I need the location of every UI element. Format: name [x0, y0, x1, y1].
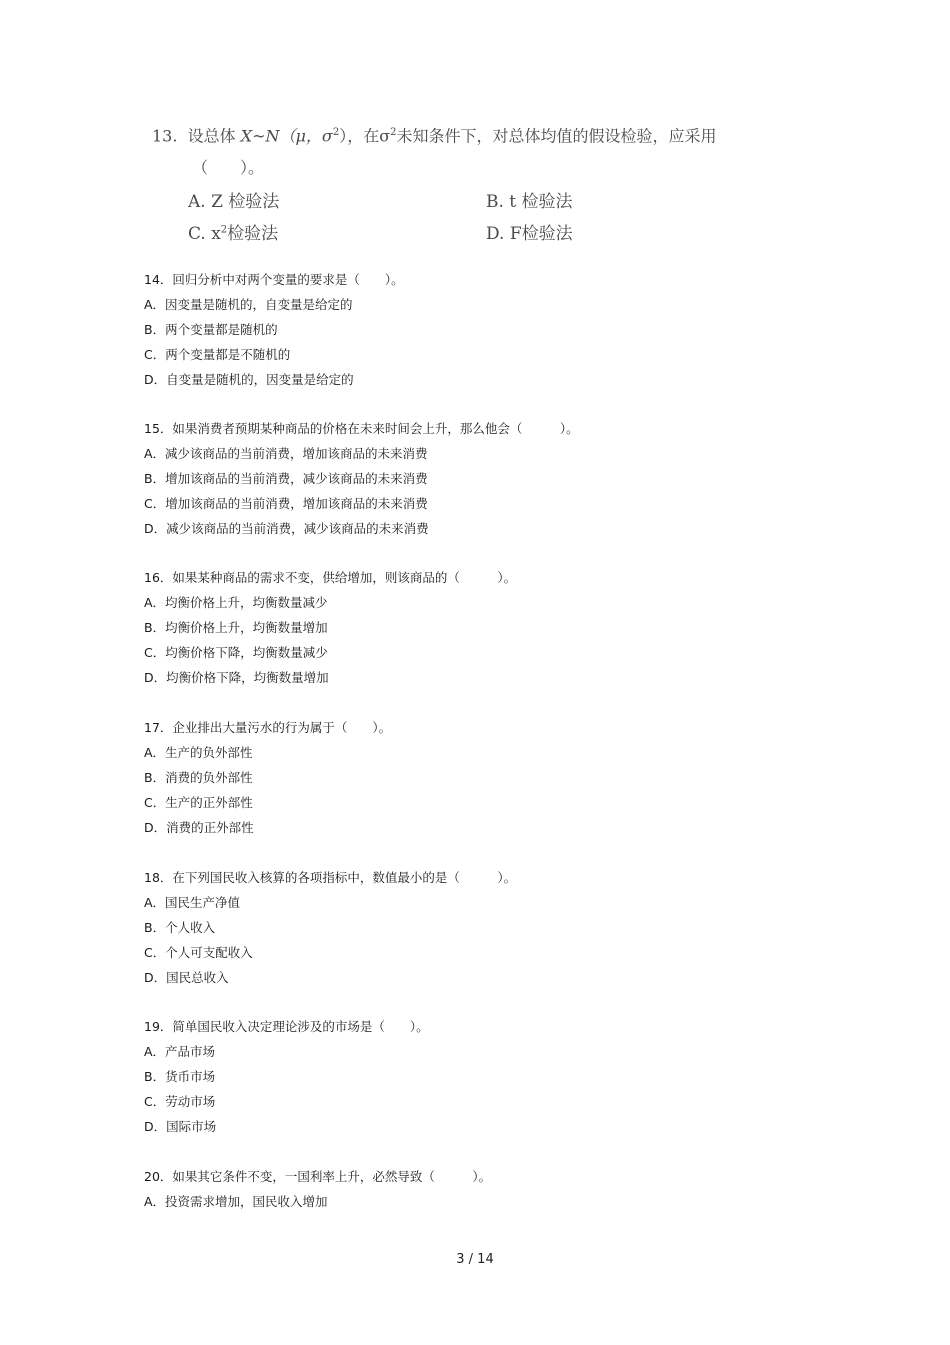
stem-text: ），在σ: [339, 126, 391, 146]
superscript: 2: [220, 224, 228, 236]
question-13-stem: [152, 118, 792, 151]
stem-text: 设总体: [187, 126, 241, 146]
question-stem: 19．简单国民收入决定理论涉及的市场是（ ）。: [144, 1019, 429, 1034]
question-stem: 18．在下列国民收入核算的各项指标中，数值最小的是（ ）。: [144, 870, 517, 885]
superscript: 2: [390, 127, 397, 138]
option-a: A．均衡价格上升，均衡数量减少: [144, 595, 328, 610]
option-a: A．投资需求增加，国民收入增加: [144, 1194, 328, 1209]
option-d: D．减少该商品的当前消费，减少该商品的未来消费: [144, 521, 429, 536]
option-a: A．减少该商品的当前消费，增加该商品的未来消费: [144, 446, 428, 461]
option-c: C．两个变量都是不随机的: [144, 347, 291, 362]
question-stem: 14．回归分析中对两个变量的要求是（ ）。: [144, 272, 404, 287]
option-a: A．产品市场: [144, 1044, 216, 1059]
question-17: [144, 715, 764, 840]
option-b: B．消费的负外部性: [144, 770, 253, 785]
option-d: D．均衡价格下降，均衡数量增加: [144, 670, 329, 685]
question-20: [144, 1164, 764, 1214]
option-a: A．生产的负外部性: [144, 745, 253, 760]
option-b: B. t 检验法: [486, 192, 573, 213]
option-d: D．国民总收入: [144, 970, 229, 985]
option-d: D．消费的正外部性: [144, 820, 254, 835]
option-c: C．生产的正外部性: [144, 795, 253, 810]
option-b: B．个人收入: [144, 920, 216, 935]
question-stem: 16．如果某种商品的需求不变，供给增加，则该商品的（ ）。: [144, 570, 517, 585]
option-a: A．国民生产净值: [144, 895, 241, 910]
question-13-blank: （ ）。: [192, 158, 265, 178]
option-a: A. Z 检验法: [188, 192, 280, 213]
question-14: [144, 267, 764, 392]
question-16: [144, 565, 764, 690]
question-stem: 17．企业排出大量污水的行为属于（ ）。: [144, 720, 392, 735]
option-b: B．货币市场: [144, 1069, 216, 1084]
option-c: C．个人可支配收入: [144, 945, 253, 960]
option-a: A．因变量是随机的，自变量是给定的: [144, 297, 353, 312]
question-number: 13.: [152, 126, 178, 146]
option-d: D. F检验法: [486, 224, 573, 245]
option-d: D．国际市场: [144, 1119, 217, 1134]
option-c: [188, 219, 278, 244]
question-stem: 20．如果其它条件不变，一国利率上升，必然导致（ ）。: [144, 1169, 492, 1184]
option-b: B．均衡价格上升，均衡数量增加: [144, 620, 328, 635]
option-text: 检验法: [227, 224, 279, 245]
question-stem: 15．如果消费者预期某种商品的价格在未来时间会上升，那么他会（ ）。: [144, 421, 579, 436]
option-b: B．增加该商品的当前消费，减少该商品的未来消费: [144, 471, 428, 486]
question-13-options: [152, 183, 792, 249]
stem-math: X~N（μ，σ: [240, 126, 333, 146]
option-b: B．两个变量都是随机的: [144, 322, 278, 337]
question-19: [144, 1014, 764, 1139]
stem-text: 未知条件下，对总体均值的假设检验，应采用: [396, 126, 717, 146]
option-c: C．增加该商品的当前消费，增加该商品的未来消费: [144, 496, 428, 511]
question-18: [144, 865, 764, 990]
page-number: 3 / 14: [456, 1252, 494, 1267]
option-d: D．自变量是随机的，因变量是给定的: [144, 372, 354, 387]
question-13: [152, 118, 792, 249]
question-15: [144, 416, 764, 541]
superscript: 2: [332, 127, 340, 138]
option-c: C．劳动市场: [144, 1094, 216, 1109]
option-text: C. x: [188, 224, 221, 245]
option-c: C．均衡价格下降，均衡数量减少: [144, 645, 328, 660]
